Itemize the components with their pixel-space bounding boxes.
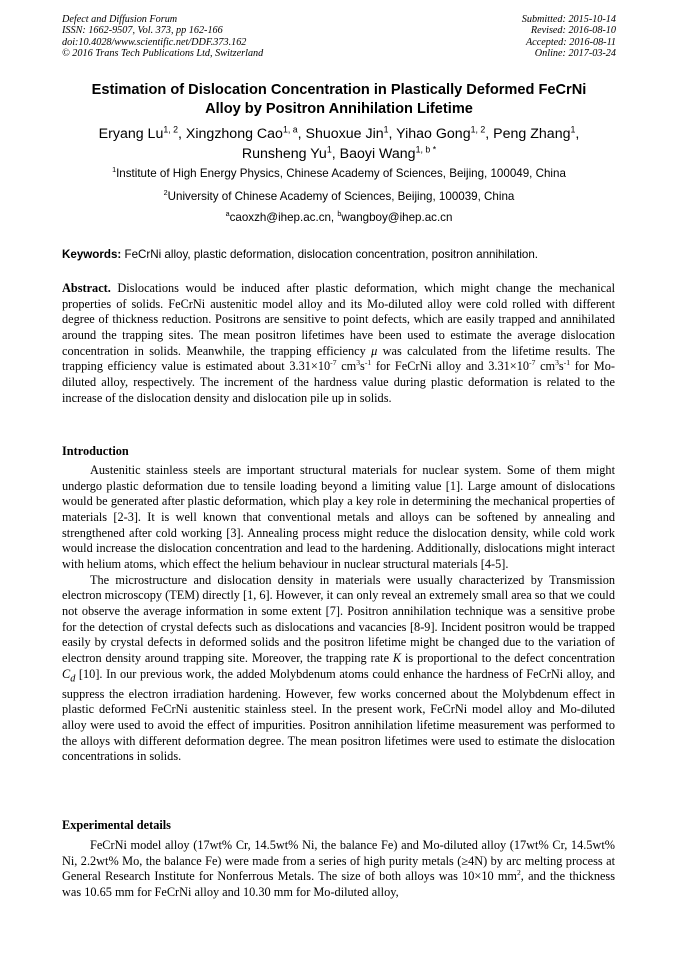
online-date: Online: 2017-03-24 <box>534 48 616 60</box>
copyright-line: © 2016 Trans Tech Publications Ltd, Switzerland <box>62 48 264 60</box>
author-list <box>30 125 648 164</box>
author-affiliation-mark: 1, 2 <box>470 124 486 135</box>
abstract-text: for Mo-diluted alloy, respectively. The increment of the hardness value during plastic deformation is related to the increase of the dislocation density and dislocation pile up in solids. <box>62 359 615 405</box>
intro-text: [10]. In our previous work, the added Molybdenum atoms could enhance the hardness of FeCrNi alloy, and suppress the electron irradiation hardening. However, few works concerned about the Molybdenum effect in plastic deformed FeCrNi austenitic stainless steel. In the present work, FeCrNi model alloy and Mo-diluted alloy were used to avoid the effect of impurities. Positron annihilation lifetime measurement was performed to the alloys with different deformation degree. The mean positron lifetimes were used to estimate the dislocation concentrations in solids. <box>62 666 615 764</box>
exponent: 2 <box>516 868 521 878</box>
experimental-heading: Experimental details <box>62 818 171 832</box>
intro-paragraph-2 <box>62 573 615 765</box>
title-line-1: Estimation of Dislocation Concentration in Plastically Deformed FeCrNi <box>91 82 587 98</box>
exponent: -1 <box>364 358 372 368</box>
affiliation-1 <box>30 167 648 181</box>
author: Yihao Gong <box>396 126 471 142</box>
author-separator: , <box>331 145 340 162</box>
abstract-text: for FeCrNi alloy and 3.31×10 <box>371 359 530 374</box>
abstract-text: Dislocations would be induced after plastic deformation, which might change the mechanical properties of solids. FeCrNi austenitic model alloy and its Mo-diluted alloy were cold rolled with different degree of thickness reduction. Positrons are sensitive to point defects, which are easily trapped and annihilated around the trapping sites. The mean positron lifetimes have been used to estimate the average dislocation concentration in solids. Meanwhile, the trapping efficiency <box>62 281 615 358</box>
exponent: 3 <box>555 358 559 368</box>
keywords <box>62 248 622 262</box>
author-separator: , <box>388 126 397 142</box>
affiliation-mark: 1 <box>112 165 117 175</box>
affiliation-mark: 2 <box>163 188 168 198</box>
intro-text: is proportional to the defect concentration <box>401 650 615 665</box>
author-separator: , <box>297 126 306 142</box>
author-affiliation-mark: 1 <box>326 143 332 154</box>
subscript-d: d <box>70 672 76 684</box>
email-b[interactable]: wangboy@ihep.ac.cn <box>341 211 453 224</box>
author-separator: , <box>178 126 186 142</box>
author: Runsheng Yu <box>241 145 327 162</box>
affiliation-2 <box>30 190 648 204</box>
journal-info <box>62 14 263 60</box>
affiliation-text: Institute of High Energy Physics, Chinese Academy of Sciences, Beijing, 100049, China <box>116 167 566 180</box>
author: Baoyi Wang <box>339 145 416 162</box>
revised-date: Revised: 2016-08-10 <box>530 25 616 37</box>
email-mark: a <box>225 209 230 219</box>
intro-text: The microstructure and dislocation density in materials were usually characterized by Transmission electron microscopy (TEM) directly [1, 6]. However, it can only reveal an extremely small area so that we could not observe the average information in some extent [7]. Positron annihilation technique was a sensitive probe for the detection of crystal defects such as dislocations and vacancies [8-9]. Incident positron would be trapped easily by crystal defects in deformed solids and the positron lifetime might be changed due to the variation of electron density around trapping site. Moreover, the trapping rate <box>62 572 615 665</box>
abstract-text: cm <box>336 359 357 374</box>
author-separator: , <box>575 126 580 142</box>
abstract-text: was calculated from the lifetime results. The trapping efficiency value is estimated about 3.31×10 <box>62 343 615 374</box>
mu-symbol: μ <box>371 343 378 358</box>
abstract-label: Abstract. <box>62 281 111 295</box>
affiliation-text: University of Chinese Academy of Sciences, Beijing, 100039, China <box>167 190 515 203</box>
exponent: 3 <box>356 358 361 368</box>
author-affiliation-mark: 1 <box>570 124 576 135</box>
introduction-section <box>62 463 615 765</box>
experimental-section <box>62 838 615 901</box>
exponent: -7 <box>529 358 536 368</box>
journal-name: Defect and Diffusion Forum <box>62 14 178 25</box>
author: Shuoxue Jin <box>305 126 384 142</box>
email-line <box>30 211 648 225</box>
exp-text: FeCrNi model alloy (17wt% Cr, 14.5wt% Ni, the balance Fe) and Mo-diluted alloy (17wt% Cr, 14.5wt% Ni, 2.2wt% Mo, the balance Fe) were made from a series of high purity metals (≥4N) by arc melting process at General Research Institute for Nonferrous Metals. The size of both alloys was 10×10 mm <box>62 838 615 884</box>
abstract-text: cm <box>535 359 556 374</box>
symbol-c: C <box>62 666 71 681</box>
submitted-date: Submitted: 2015-10-14 <box>521 14 616 25</box>
exp-text: , and the thickness was 10.65 mm for FeCrNi alloy and 10.30 mm for Mo-diluted alloy, <box>62 869 615 899</box>
abstract-text: s <box>558 359 564 374</box>
abstract <box>62 281 615 406</box>
author-affiliation-mark: 1 <box>383 124 389 135</box>
email-mark: b <box>337 209 342 219</box>
doi-line[interactable]: doi:10.4028/www.scientific.net/DDF.373.162 <box>62 36 247 48</box>
email-a[interactable]: caoxzh@ihep.ac.cn, <box>229 211 338 224</box>
author: Xingzhong Cao <box>185 126 283 142</box>
accepted-date: Accepted: 2016-08-11 <box>525 36 616 48</box>
title-line-2: Alloy by Positron Annihilation Lifetime <box>205 100 473 117</box>
author: Eryang Lu <box>98 126 164 142</box>
issn-line: ISSN: 1662-9507, Vol. 373, pp 162-166 <box>62 25 223 37</box>
abstract-paragraph <box>62 281 615 406</box>
symbol-k: K <box>392 650 402 665</box>
author-affiliation-mark: 1, 2 <box>163 124 179 135</box>
intro-paragraph-1: Austenitic stainless steels are important structural materials for nuclear system. Some of them might undergo plastic deformation due to tensile loading beyond a limiting value [1]. Large amount of dislocations would be generated after plastic deformation, which play a key role in determining the mechanical properties of materials [2-3]. It is well known that conventional metals and alloys can be softened by annealing and strengthened after cold working [3]. Annealing process might reduce the dislocation density, while cold work would increase the dislocation concentration and lead to the hardening. Additionally, dislocations might interact with helium atoms, which effect the helium behaviour in nuclear structural materials [4-5]. <box>62 463 615 571</box>
keywords-label: Keywords: <box>62 248 122 261</box>
paper-title <box>40 81 638 118</box>
abstract-text: s <box>360 359 365 374</box>
exponent: -1 <box>563 358 571 368</box>
author: Peng Zhang <box>493 126 571 142</box>
author-affiliation-mark: 1, b * <box>415 143 437 154</box>
exponent: -7 <box>330 358 337 368</box>
keywords-text: FeCrNi alloy, plastic deformation, dislocation concentration, positron annihilation. <box>121 248 539 261</box>
author-affiliation-mark: 1, a <box>282 124 298 135</box>
author-separator: , <box>485 126 494 142</box>
exp-paragraph-1 <box>62 838 615 901</box>
introduction-heading: Introduction <box>62 444 129 458</box>
publication-dates <box>522 14 616 60</box>
